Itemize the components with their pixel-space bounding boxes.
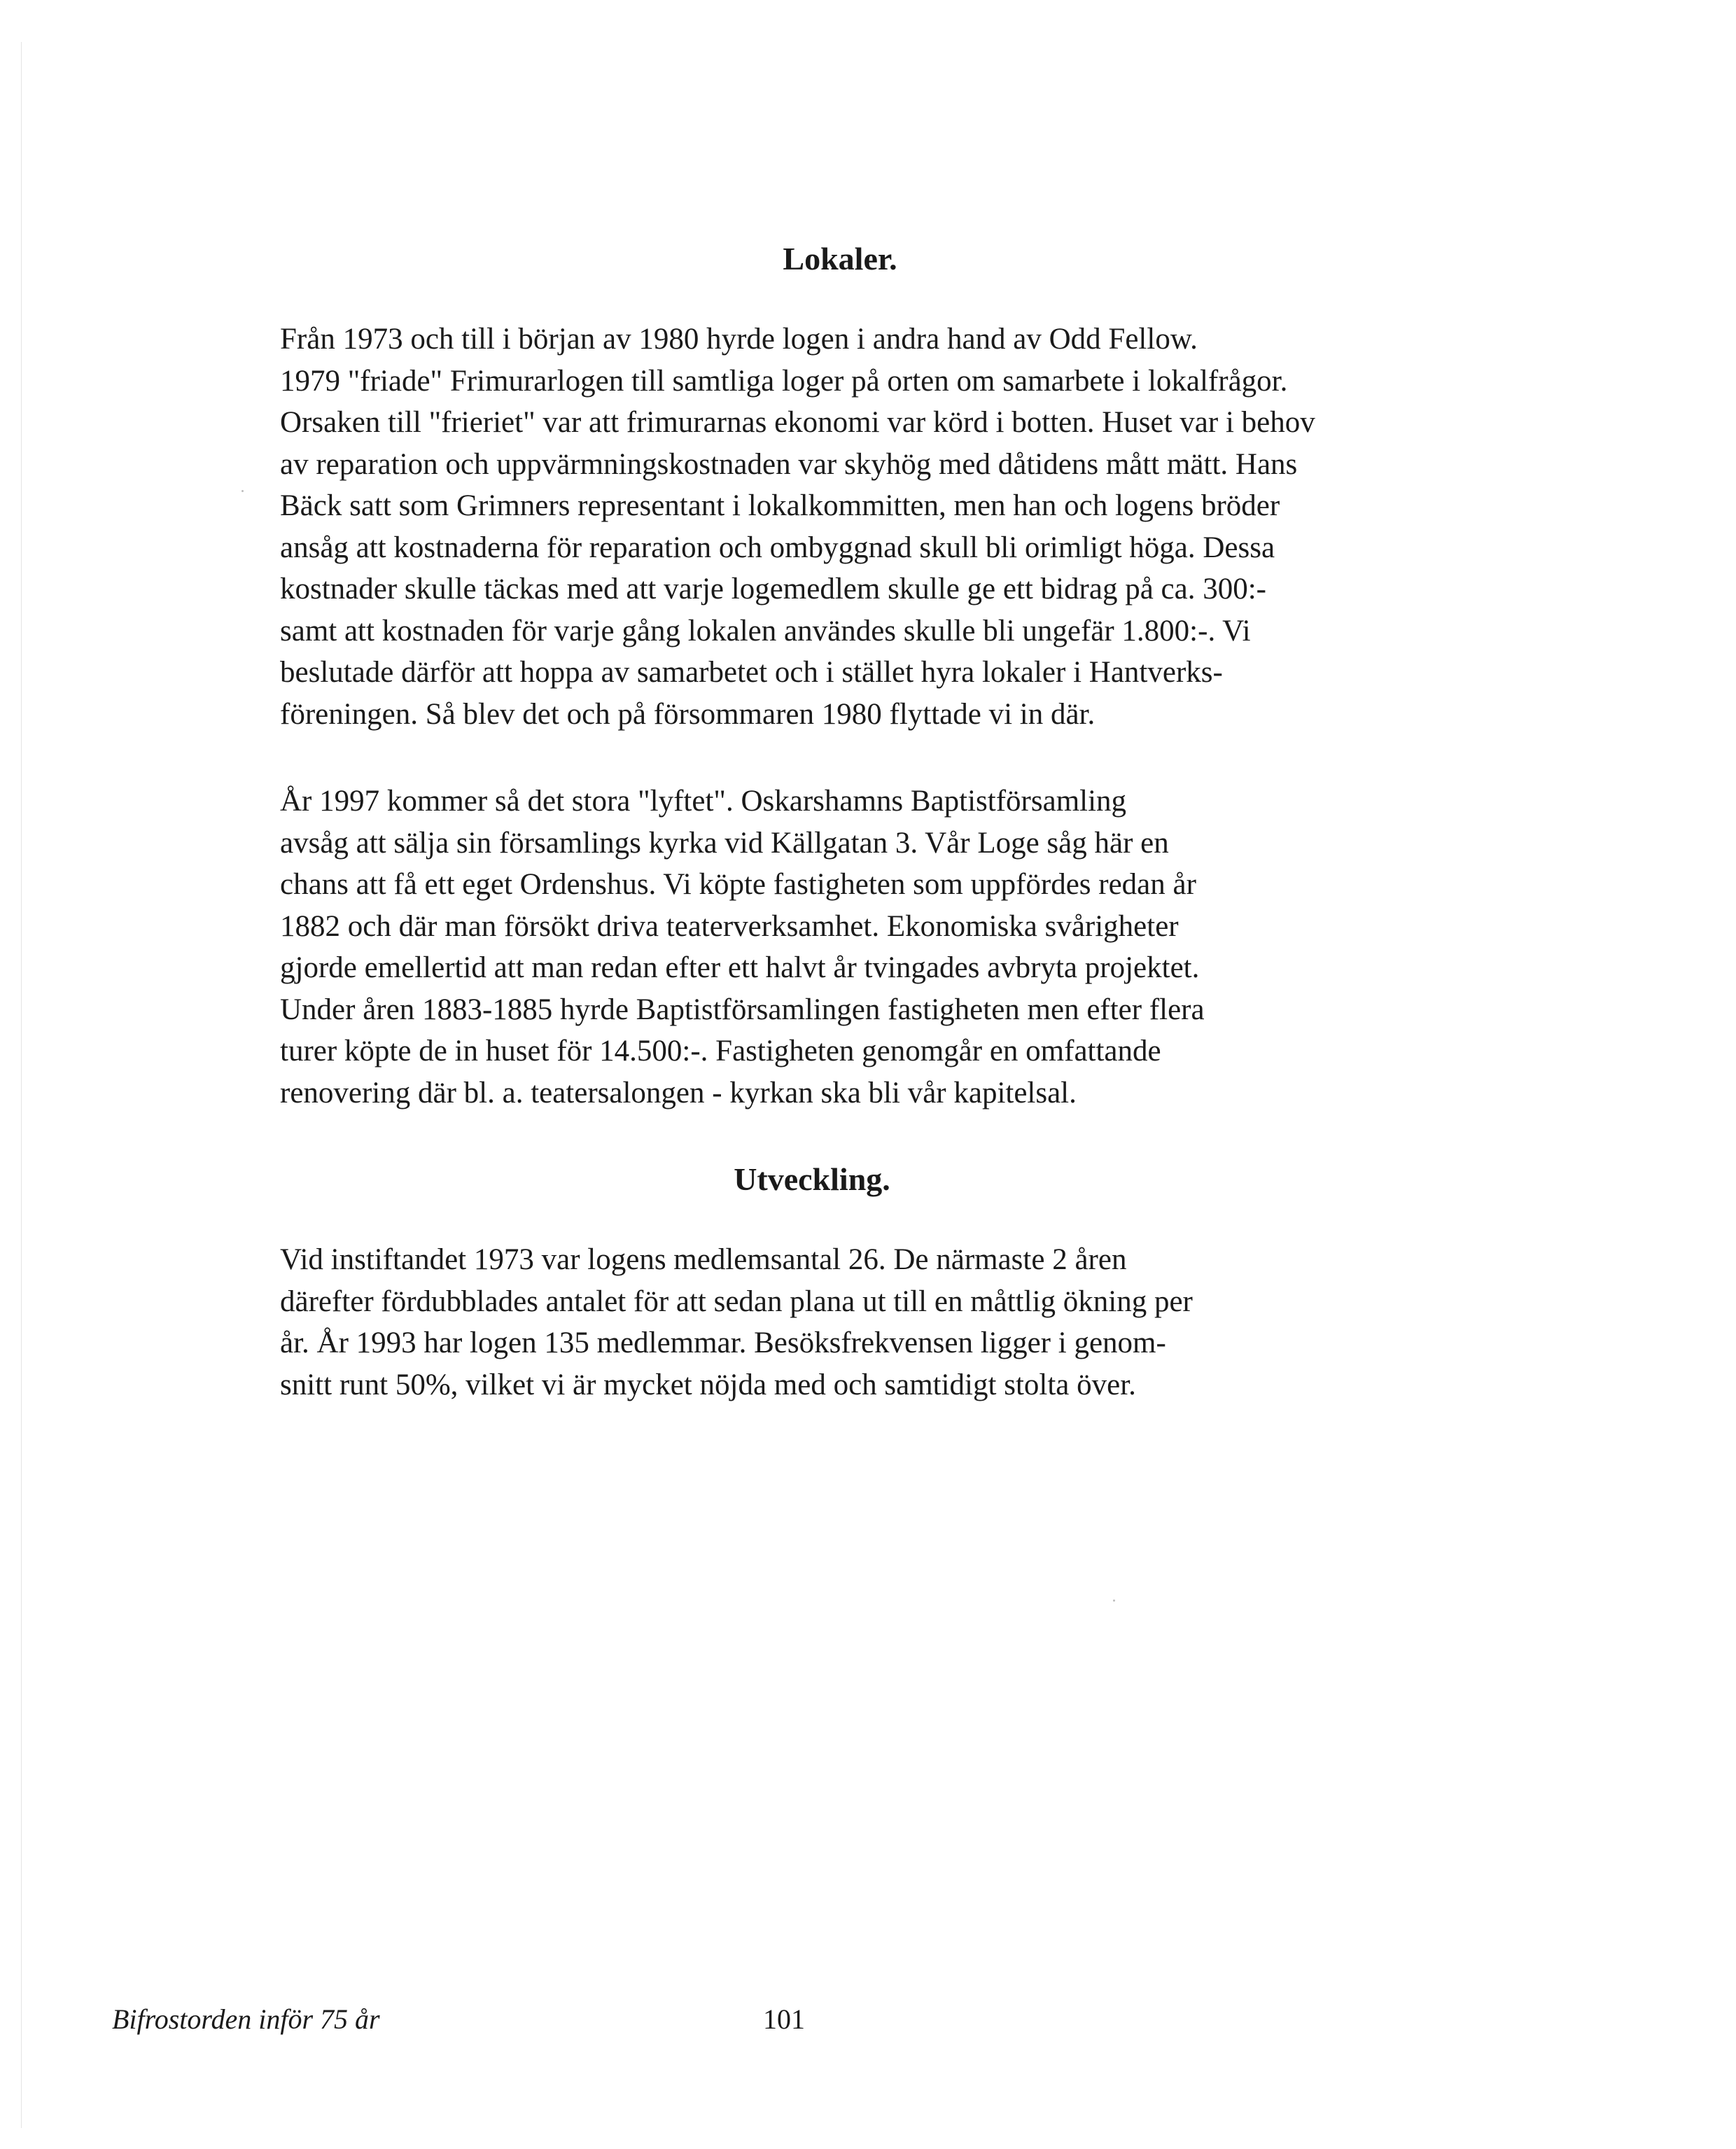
text-line: År 1997 kommer så det stora "lyftet". Oskarshamns Baptistförsamling	[280, 785, 1127, 818]
text-line: ansåg att kostnaderna för reparation och ombyggnad skull bli orimligt höga. Dessa	[280, 531, 1275, 564]
text-line: Under åren 1883-1885 hyrde Baptistförsamlingen fastigheten men efter flera	[280, 993, 1205, 1026]
text-line: Bäck satt som Grimners representant i lokalkommitten, men han och logens bröder	[280, 489, 1280, 522]
heading-lokaler: Lokaler.	[783, 241, 897, 276]
paragraph-utveckling-1	[280, 1239, 1316, 1406]
text-line: snitt runt 50%, vilket vi är mycket nöjda med och samtidigt stolta över.	[280, 1368, 1136, 1401]
text-line: avsåg att sälja sin församlings kyrka vid Källgatan 3. Vår Loge såg här en	[280, 826, 1169, 860]
text-line: Från 1973 och till i början av 1980 hyrde logen i andra hand av Odd Fellow.	[280, 323, 1198, 356]
text-line: Orsaken till "frieriet" var att frimurarnas ekonomi var körd i botten. Huset var i behov	[280, 406, 1315, 439]
footer-page-number: 101	[763, 2003, 805, 2035]
text-line: föreningen. Så blev det och på försommaren 1980 flyttade vi in där.	[280, 697, 1096, 731]
text-line: beslutade därför att hoppa av samarbetet och i stället hyra lokaler i Hantverks-	[280, 656, 1223, 689]
page-edge-line	[21, 42, 22, 2128]
text-line: gjorde emellertid att man redan efter ett halvt år tvingades avbryta projektet.	[280, 951, 1200, 984]
text-line: chans att få ett eget Ordenshus. Vi köpte fastigheten som uppfördes redan år	[280, 868, 1196, 901]
footer-publication-title: Bifrostorden inför 75 år	[112, 2003, 380, 2035]
text-line: Vid instiftandet 1973 var logens medlemsantal 26. De närmaste 2 åren	[280, 1243, 1127, 1276]
text-line: av reparation och uppvärmningskostnaden var skyhög med dåtidens mått mätt. Hans	[280, 447, 1298, 481]
text-line: 1979 "friade" Frimurarlogen till samtliga loger på orten om samarbete i lokalfrågor.	[280, 364, 1288, 398]
text-line: 1882 och där man försökt driva teaterverksamhet. Ekonomiska svårigheter	[280, 909, 1179, 943]
paragraph-lokaler-2	[280, 780, 1316, 1114]
paragraph-lokaler-1	[280, 318, 1316, 735]
text-line: därefter fördubblades antalet för att sedan plana ut till en måttlig ökning per	[280, 1284, 1193, 1318]
text-line: samt att kostnaden för varje gång lokalen användes skulle bli ungefär 1.800:-. Vi	[280, 614, 1251, 648]
text-line: kostnader skulle täckas med att varje logemedlem skulle ge ett bidrag på ca. 300:-	[280, 573, 1266, 606]
scan-speck	[241, 490, 244, 492]
scan-speck	[1113, 1600, 1115, 1602]
text-line: renovering där bl. a. teatersalongen - kyrkan ska bli vår kapitelsal.	[280, 1076, 1077, 1110]
heading-utveckling: Utveckling.	[734, 1161, 890, 1197]
text-line: turer köpte de in huset för 14.500:-. Fastigheten genomgår en omfattande	[280, 1035, 1161, 1068]
text-line: år. År 1993 har logen 135 medlemmar. Besöksfrekvensen ligger i genom-	[280, 1326, 1166, 1359]
